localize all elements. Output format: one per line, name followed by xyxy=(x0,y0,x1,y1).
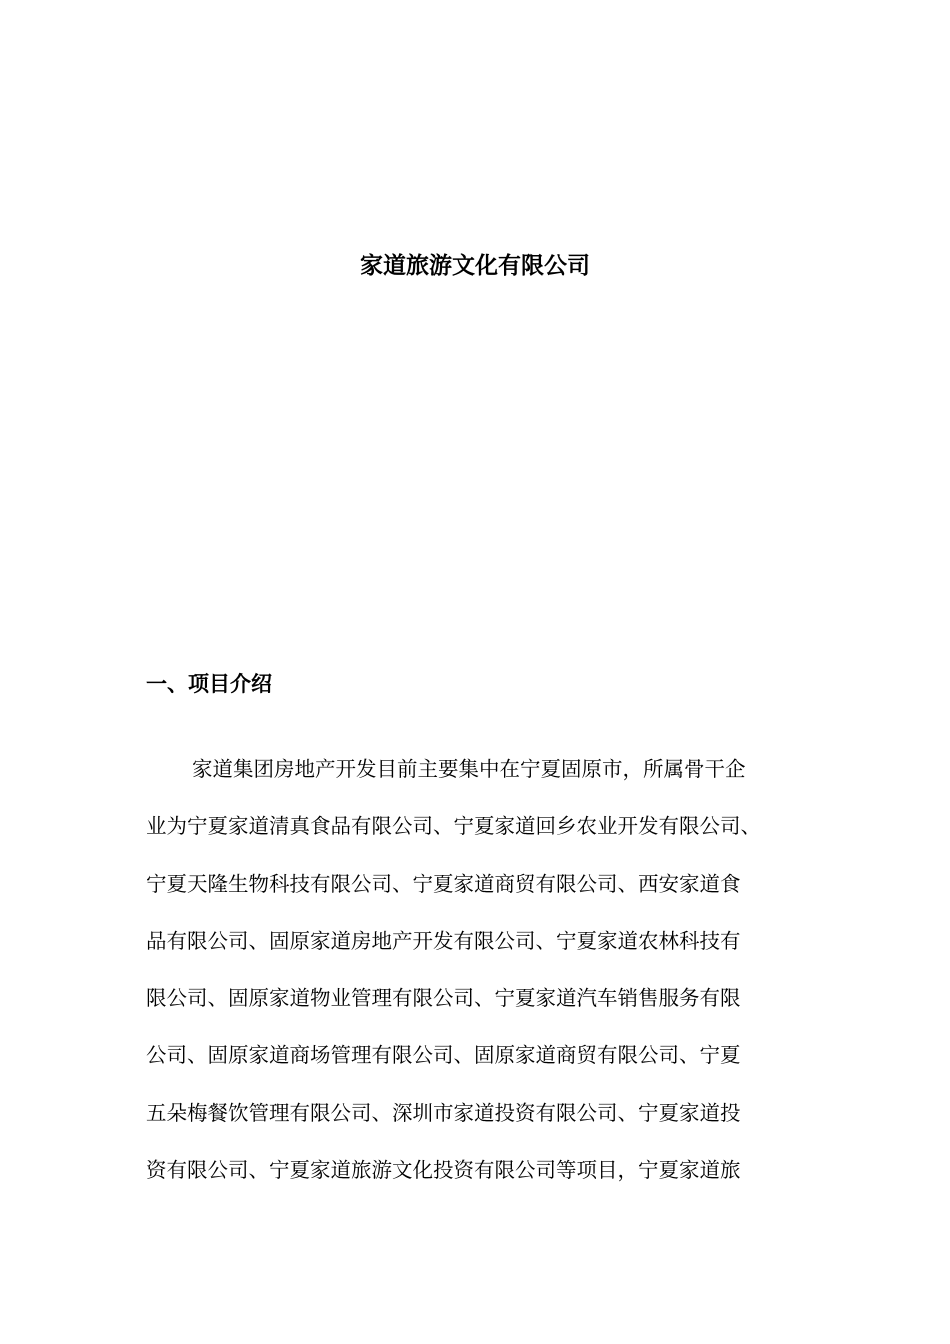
paragraph-line: 业为宁夏家道清真食品有限公司、宁夏家道回乡农业开发有限公司、 xyxy=(146,814,761,839)
body-paragraph xyxy=(146,741,806,1199)
paragraph-line: 公司、固原家道商场管理有限公司、固原家道商贸有限公司、宁夏 xyxy=(146,1043,741,1068)
document-title: 家道旅游文化有限公司 xyxy=(360,252,590,279)
paragraph-line: 限公司、固原家道物业管理有限公司、宁夏家道汽车销售服务有限 xyxy=(146,986,741,1011)
paragraph-line: 品有限公司、固原家道房地产开发有限公司、宁夏家道农林科技有 xyxy=(146,928,741,953)
paragraph-line: 家道集团房地产开发目前主要集中在宁夏固原市，所属骨干企 xyxy=(192,757,746,781)
paragraph-line: 宁夏天隆生物科技有限公司、宁夏家道商贸有限公司、西安家道食 xyxy=(146,871,741,896)
section-heading: 一、项目介绍 xyxy=(146,671,272,696)
paragraph-line: 资有限公司、宁夏家道旅游文化投资有限公司等项目，宁夏家道旅 xyxy=(146,1158,741,1183)
paragraph-line: 五朵梅餐饮管理有限公司、深圳市家道投资有限公司、宁夏家道投 xyxy=(146,1100,741,1125)
